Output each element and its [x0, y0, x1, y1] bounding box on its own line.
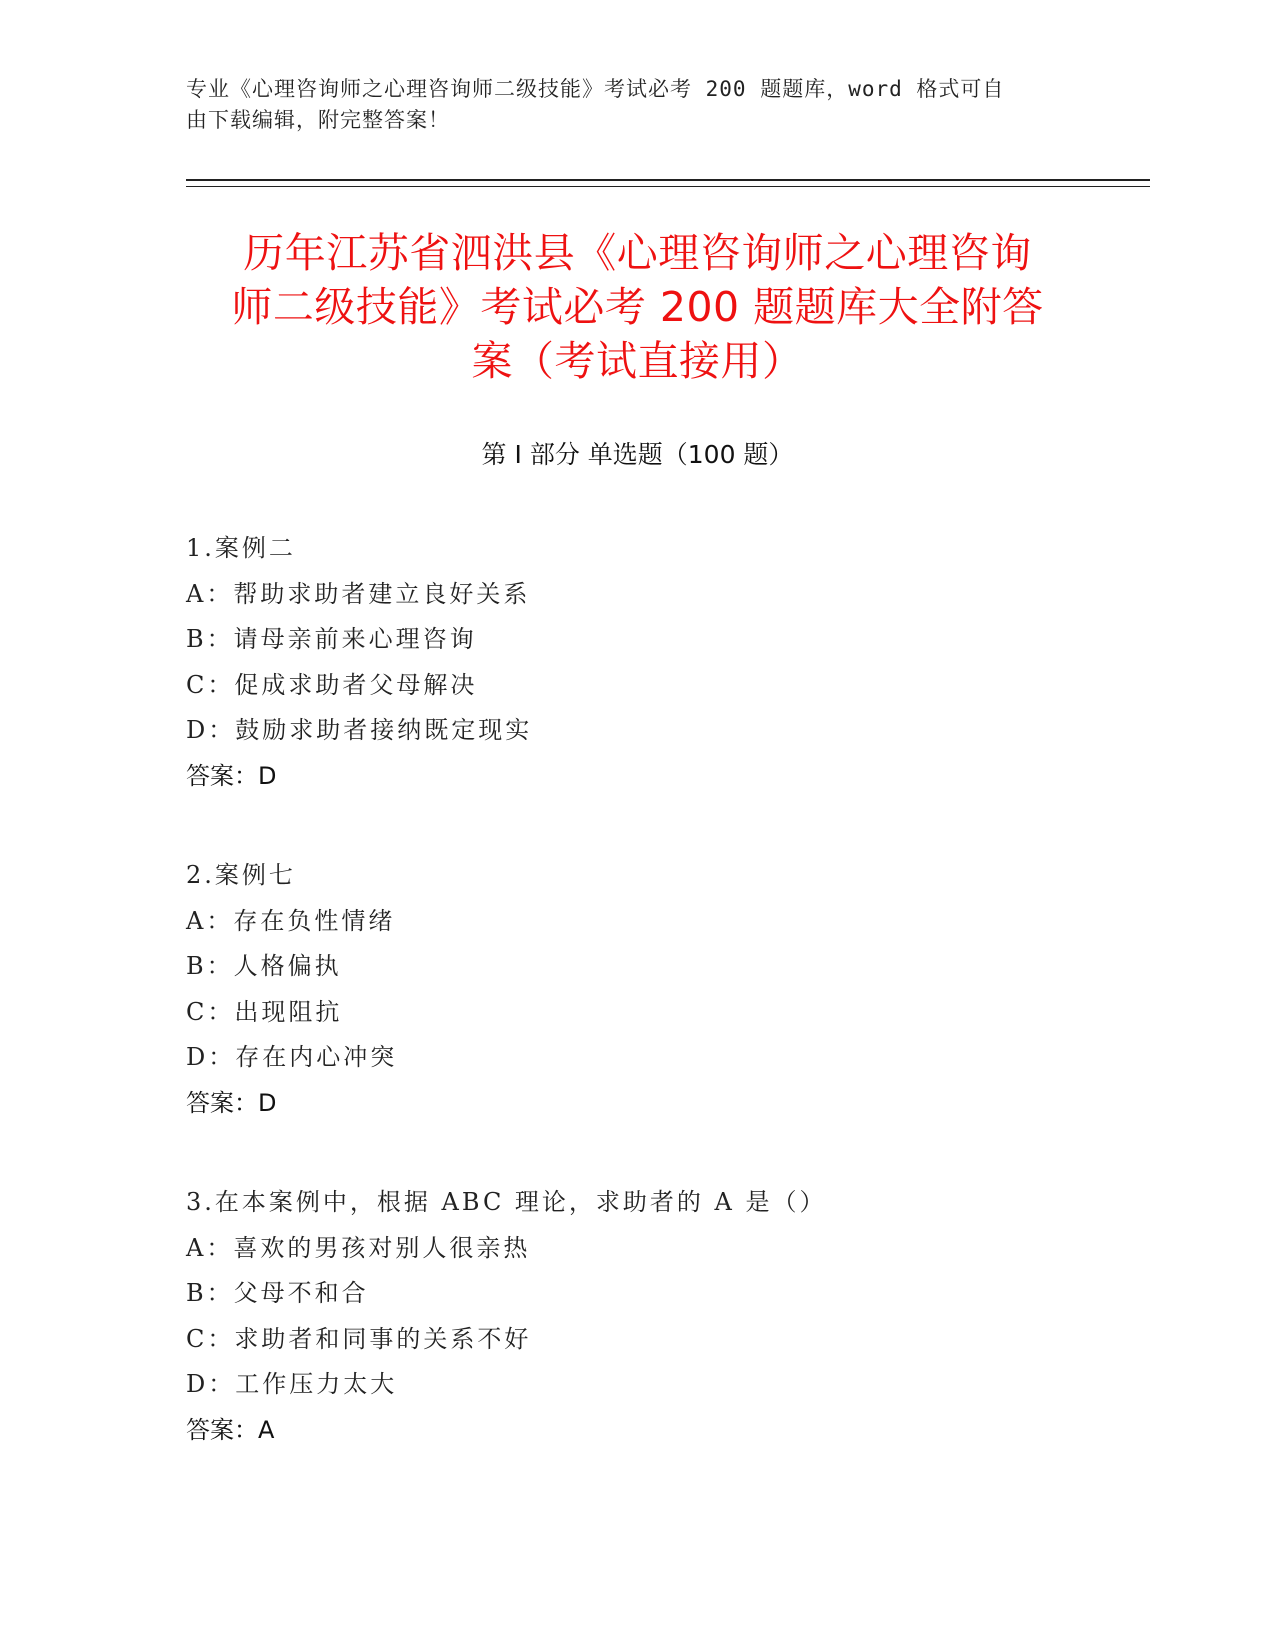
question-stem: 2.案例七	[186, 861, 296, 889]
option-a: A：喜欢的男孩对别人很亲热	[186, 1233, 531, 1262]
document-title	[190, 226, 1085, 388]
question-item	[186, 853, 1086, 1126]
header-note-line-2: 由下载编辑，附完整答案！	[186, 108, 450, 132]
question-stem: 1.案例二	[186, 534, 296, 562]
header-note-line-1: 专业《心理咨询师之心理咨询师二级技能》考试必考 200 题题库，word 格式可自	[186, 77, 1005, 101]
option-b: B：父母不和合	[186, 1279, 369, 1307]
header-divider-thick	[186, 179, 1150, 181]
option-d: D：鼓励求助者接纳既定现实	[186, 716, 533, 744]
option-d: D：存在内心冲突	[186, 1043, 398, 1071]
answer-line: 答案：A	[186, 1415, 275, 1444]
title-line-2: 师二级技能》考试必考 200 题题库大全附答	[231, 283, 1044, 331]
header-divider-thin	[186, 186, 1150, 187]
section-heading: 第 I 部分 单选题（100 题）	[481, 440, 794, 469]
question-list	[186, 526, 1086, 1507]
option-c: C：求助者和同事的关系不好	[186, 1324, 532, 1353]
header-note	[186, 74, 1086, 136]
option-d: D：工作压力太大	[186, 1370, 398, 1398]
option-b: B：人格偏执	[186, 952, 342, 980]
answer-line: 答案：D	[186, 1088, 277, 1117]
answer-line: 答案：D	[186, 761, 277, 790]
option-b: B：请母亲前来心理咨询	[186, 625, 477, 653]
title-line-3: 案（考试直接用）	[471, 337, 804, 385]
option-a: A：存在负性情绪	[186, 906, 396, 935]
question-stem: 3.在本案例中，根据 ABC 理论，求助者的 A 是（）	[186, 1188, 827, 1216]
question-item	[186, 526, 1086, 799]
title-line-1: 历年江苏省泗洪县《心理咨询师之心理咨询	[243, 229, 1032, 277]
option-c: C：出现阻抗	[186, 997, 343, 1026]
question-item	[186, 1180, 1086, 1453]
option-c: C：促成求助者父母解决	[186, 670, 478, 699]
option-a: A：帮助求助者建立良好关系	[186, 579, 531, 608]
